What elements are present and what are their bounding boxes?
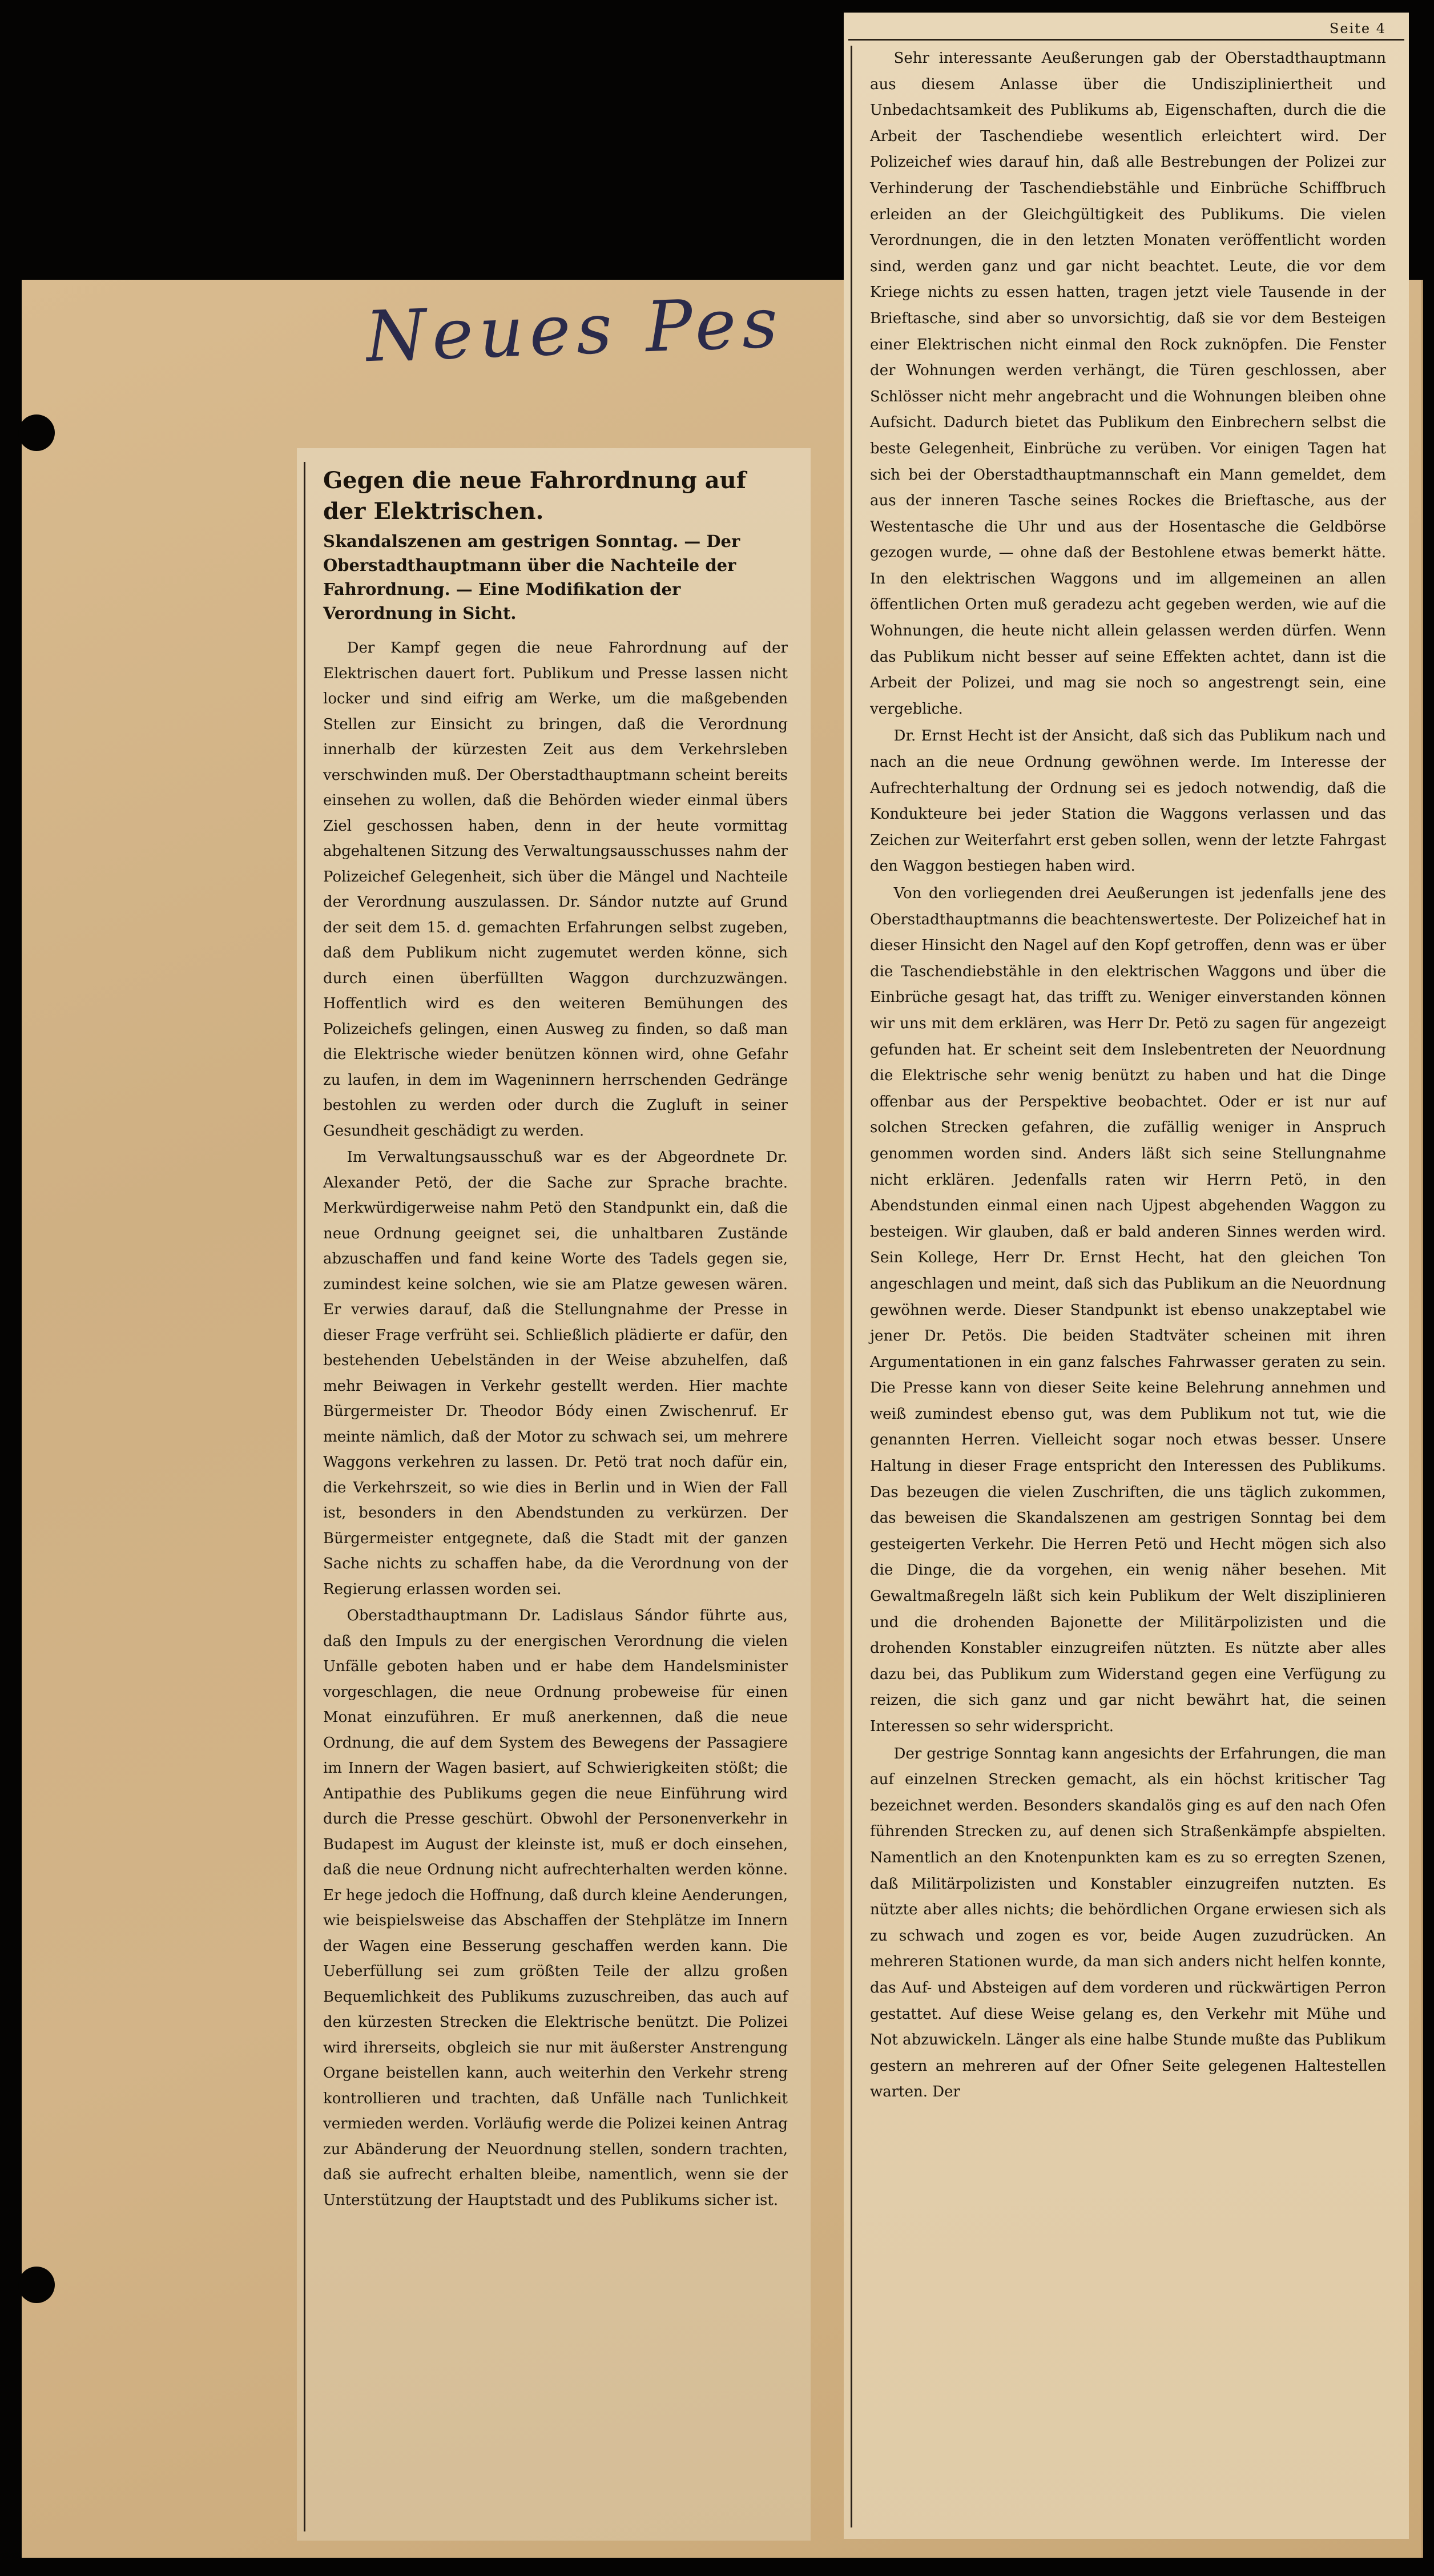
right-paragraph: Der gestrige Sonntag kann angesichts der Erfahrungen, die man auf einzelnen Strecken gemacht, als ein höchst kritischer Tag bezeichnet werden. Besonders skandalös ging es auf den nach Ofen führenden Strecken zu, auf denen sich Straßenkämpfe abspielten. Namentlich an den Knotenpunkten kam es zu so erregten Szenen, daß Militärpolizisten und Konstabler einzugreifen nutzten. Es nützte aber alles nichts; die behördlichen Organe erwiesen sich als zu schwach und zogen es vor, beide Augen zuzudrücken. An mehreren Stationen wurde, da man sich anders nicht helfen konnte, das Auf- und Absteigen auf dem vorderen und rückwärtigen Perron gestattet. Auf diese Weise gelang es, den Verkehr mit Mühe und Not abzuwickeln. Länger als eine halbe Stunde mußte das Publikum gestern an mehreren auf der Ofner Seite gelegenen Haltestellen warten. Der (870, 1745, 1386, 2101)
clipping-right-column (844, 13, 1409, 2539)
article-headline: Gegen die neue Fahrordnung auf der Elektrischen. (323, 467, 746, 525)
clipping-left-column (297, 448, 811, 2541)
handwritten-source-note: Neues Pes (364, 281, 785, 378)
left-paragraph: Der Kampf gegen die neue Fahrordnung auf der Elektrischen dauert fort. Publikum und Presse lassen nicht locker und sind eifrig am Werke, um die maßgebenden Stellen zur Einsicht zu bringen, daß die Verordnung innerhalb der kürzesten Zeit aus dem Verkehrsleben verschwinden muß. Der Oberstadthauptmann scheint bereits einsehen zu wollen, daß die Behörden wieder einmal übers Ziel geschossen haben, denn in der heute vormittag abgehaltenen Sitzung des Verwaltungsausschusses nahm der Polizeichef Gelegenheit, sich über die Mängel und Nachteile der Verordnung auszulassen. Dr. Sándor nutzte auf Grund der seit dem 15. d. gemachten Erfahrungen selbst zugeben, daß dem Publikum nicht zugemutet werden könne, sich durch einen überfüllten Waggon durchzuzwängen. Hoffentlich wird es den weiteren Bemühungen des Polizeichefs gelingen, einen Ausweg zu finden, so daß man die Elektrische wieder benützen können wird, ohne Gefahr zu laufen, in dem im Wageninnern herrschenden Gedränge bestohlen zu werden oder durch die Zugluft in seiner Gesundheit geschädigt zu werden. (323, 639, 788, 1140)
right-paragraph: Dr. Ernst Hecht ist der Ansicht, daß sich das Publikum nach und nach an die neue Ordnung gewöhnen werde. Im Interesse der Aufrechterhaltung der Ordnung sei es jedoch notwendig, daß die Kondukteure bei jeder Station die Waggons verlassen und das Zeichen zur Weiterfahrt erst geben sollen, wenn der letzte Fahrgast den Waggon bestiegen haben wird. (870, 727, 1386, 875)
left-paragraph: Oberstadthauptmann Dr. Ladislaus Sándor führte aus, daß den Impuls zu der energischen Verordnung die vielen Unfälle geboten haben und er habe dem Handelsminister vorgeschlagen, die neue Ordnung probeweise für einen Monat einzuführen. Er muß anerkennen, daß die neue Ordnung, die auf dem System des Bewegens der Passagiere im Innern der Wagen basiert, auf Schwierigkeiten stößt; die Antipathie des Publikums gegen die neue Einführung wird durch die Presse geschürt. Obwohl der Personenverkehr in Budapest im August der kleinste ist, muß er doch einsehen, daß die neue Ordnung nicht aufrechterhalten werden könne. Er hege jedoch die Hoffnung, daß durch kleine Aenderungen, wie beispielsweise das Abschaffen der Stehplätze im Innern der Wagen eine Besserung geschaffen werden kann. Die Ueberfüllung sei zum größten Teile der allzu großen Bequemlichkeit des Publikums zuzuschreiben, das auch auf den kürzesten Strecken die Elektrische benützt. Die Polizei wird ihrerseits, obgleich sie nur mit äußerster Anstrengung Organe beistellen kann, auch weiterhin den Verkehr streng kontrollieren und trachten, daß Unfälle nach Tunlichkeit vermieden werden. Vorläufig werde die Polizei keinen Antrag zur Abänderung der Neuordnung stellen, sondern trachten, daß sie aufrecht erhalten bleibe, namentlich, wenn sie der Unterstützung der Hauptstadt und des Publikums sicher ist. (323, 1607, 788, 2209)
left-paragraph: Im Verwaltungsausschuß war es der Abgeordnete Dr. Alexander Petö, der die Sache zur Sprache brachte. Merkwürdigerweise nahm Petö den Standpunkt ein, daß die neue Ordnung geeignet sei, die unhaltbaren Zustände abzuschaffen und fand keine Worte des Tadels gegen sie, zumindest keine solchen, wie sie am Platze gewesen wären. Er verwies darauf, daß die Stellungnahme der Presse in dieser Frage verfrüht sei. Schließlich plädierte er dafür, den bestehenden Uebelständen in der Weise abzuhelfen, daß mehr Beiwagen in Verkehr gestellt werden. Hier machte Bürgermeister Dr. Theodor Bódy einen Zwischenruf. Er meinte nämlich, daß der Motor zu schwach sei, um mehrere Waggons verkehren zu lassen. Dr. Petö trat noch dafür ein, die Verkehrszeit, so wie dies in Berlin und in Wien der Fall ist, besonders in den Abendstunden zu verkürzen. Der Bürgermeister entgegnete, daß die Stadt mit der ganzen Sache nichts zu schaffen habe, da die Verordnung von der Regierung erlassen worden sei. (323, 1149, 788, 1598)
article-subheadline: Skandalszenen am gestrigen Sonntag. — Der Oberstadthauptmann über die Nachteile der Fahrordnung. — Eine Modifikation der Verordnung in Sicht. (323, 532, 740, 623)
punch-hole-top (18, 414, 55, 451)
punch-hole-bottom (18, 2267, 55, 2303)
right-paragraph: Sehr interessante Aeußerungen gab der Oberstadthauptmann aus diesem Anlasse über die Undiszipliniertheit und Unbedachtsamkeit des Publikums ab, Eigenschaften, durch die die Arbeit der Taschendiebe wesentlich erleichtert wird. Der Polizeichef wies darauf hin, daß alle Bestrebungen der Polizei zur Verhinderung der Taschendiebstähle und Einbrüche Schiffbruch erleiden an der Gleichgültigkeit des Publikums. Die vielen Verordnungen, die in den letzten Monaten veröffentlicht worden sind, werden ganz und gar nicht beachtet. Leute, die vor dem Kriege nichts zu essen hatten, tragen jetzt viele Tausende in der Brieftasche, sind aber so unvorsichtig, daß sie vor dem Besteigen einer Elektrischen nicht einmal den Rock zuknöpfen. Die Fenster der Wohnungen werden verhängt, die Türen geschlossen, aber Schlösser nicht mehr angebracht und die Wohnungen bleiben ohne Aufsicht. Dadurch bietet das Publikum den Einbrechern selbst die beste Gelegenheit, Einbrüche zu verüben. Vor einigen Tagen hat sich bei der Oberstadthauptmannschaft ein Mann gemeldet, dem aus der inneren Tasche seines Rockes die Brieftasche, aus der Westentasche die Uhr und aus der Hosentasche die Geldbörse gezogen wurde, — ohne daß der Bestohlene etwas bemerkt hätte. In den elektrischen Waggons und im allgemeinen an allen öffentlichen Orten muß geradezu acht gegeben werden, wie auf die Wohnungen, die heute nicht allein gelassen werden dürfen. Wenn das Publikum nicht besser auf seine Effekten achtet, dann ist die Arbeit der Polizei, und mag sie noch so angestrengt sein, eine vergebliche. (870, 50, 1386, 718)
right-paragraph: Von den vorliegenden drei Aeußerungen ist jedenfalls jene des Oberstadthauptmanns die beachtenswerteste. Der Polizeichef hat in dieser Hinsicht den Nagel auf den Kopf getroffen, denn was er über die Taschendiebstähle in den elektrischen Waggons und über die Einbrüche gesagt hat, das trifft zu. Weniger einverstanden können wir uns mit dem erklären, was Herr Dr. Petö zu sagen für angezeigt gefunden hat. Er scheint seit dem Inslebentreten der Neuordnung die Elektrische sehr wenig benützt zu haben und hat die Dinge offenbar aus der Perspektive beobachtet. Oder er ist nur auf solchen Strecken gefahren, die zufällig weniger in Anspruch genommen worden sind. Anders läßt sich seine Stellungnahme nicht erklären. Jedenfalls raten wir Herrn Petö, in den Abendstunden einmal einen nach Ujpest abgehenden Waggon zu besteigen. Wir glauben, daß er bald anderen Sinnes werden wird. Sein Kollege, Herr Dr. Ernst Hecht, hat den gleichen Ton angeschlagen und meint, daß sich das Publikum an die Neuordnung gewöhnen werde. Dieser Standpunkt ist ebenso unakzeptabel wie jener Dr. Petös. Die beiden Stadtväter scheinen mit ihren Argumentationen in ein ganz falsches Fahrwasser geraten zu sein. Die Presse kann von dieser Seite keine Belehrung annehmen und weiß zumindest ebenso gut, was dem Publikum not tut, wie die genannten Herren. Vielleicht sogar noch etwas besser. Unsere Haltung in dieser Frage entspricht den Interessen des Publikums. Das bezeugen die vielen Zuschriften, die uns täglich zukommen, das beweisen die Skandalszenen am gestrigen Sonntag bei dem gesteigerten Verkehr. Die Herren Petö und Hecht mögen sich also die Dinge, die da vorgehen, ein wenig näher besehen. Mit Gewaltmaßregeln läßt sich kein Publikum der Welt disziplinieren und die drohenden Bajonette der Militärpolizisten und die drohenden Konstabler einzugreifen nützten. Es nützte aber alles dazu bei, das Publikum zum Widerstand gegen eine Verfügung zu reizen, die sich ganz und gar nicht bewährt hat, die seinen Interessen so sehr widerspricht. (870, 885, 1386, 1735)
page-number: Seite 4 (1329, 21, 1386, 37)
